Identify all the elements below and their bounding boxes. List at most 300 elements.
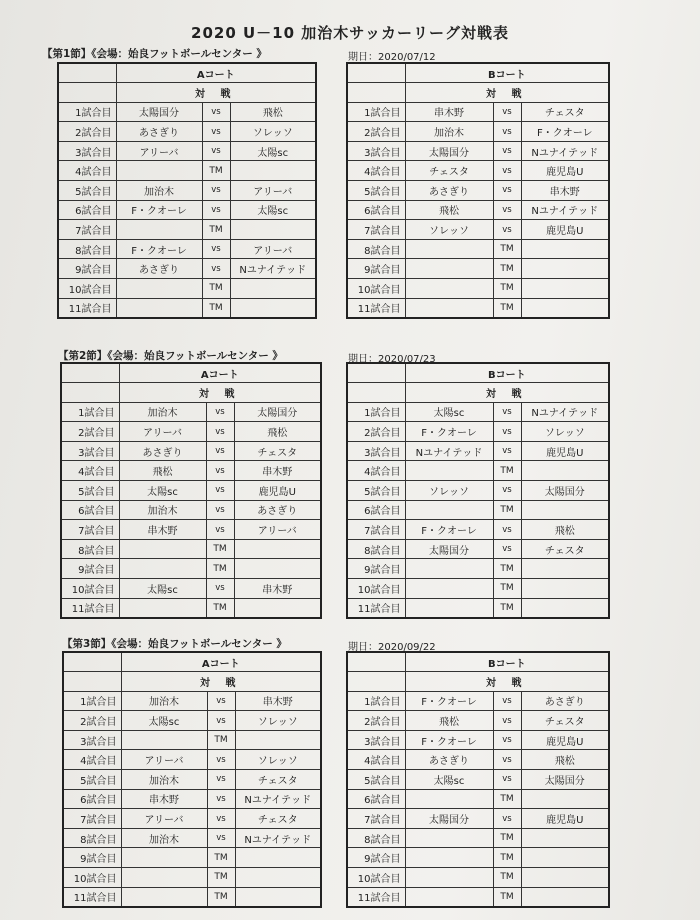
match-row bbox=[347, 141, 609, 161]
home-team: 太陽sc bbox=[405, 402, 493, 422]
match-row bbox=[347, 422, 609, 442]
match-row bbox=[347, 559, 609, 579]
versus-marker: TM bbox=[493, 848, 521, 868]
home-team: 太陽sc bbox=[405, 770, 493, 790]
match-number: 3試合目 bbox=[58, 141, 116, 161]
match-row bbox=[347, 181, 609, 201]
court-name: Aコート bbox=[116, 63, 316, 83]
away-team: 太陽国分 bbox=[234, 402, 321, 422]
home-team: アリーバ bbox=[119, 422, 206, 442]
home-team: 太陽sc bbox=[119, 481, 206, 501]
versus-marker: vs bbox=[202, 259, 230, 279]
court-header-row bbox=[347, 652, 609, 672]
home-team: アリーバ bbox=[121, 809, 207, 829]
versus-marker: TM bbox=[493, 789, 521, 809]
match-number: 2試合目 bbox=[347, 711, 405, 731]
versus-marker: vs bbox=[493, 520, 521, 540]
away-team: チェスタ bbox=[234, 441, 321, 461]
home-team bbox=[405, 868, 493, 888]
match-row bbox=[347, 161, 609, 181]
versus-marker: TM bbox=[202, 220, 230, 240]
match-number: 5試合目 bbox=[347, 770, 405, 790]
home-team: 太陽sc bbox=[121, 711, 207, 731]
match-number: 1試合目 bbox=[347, 102, 405, 122]
home-team: チェスタ bbox=[405, 161, 493, 181]
away-team bbox=[230, 161, 316, 181]
match-number: 7試合目 bbox=[58, 220, 116, 240]
away-team: 鹿児島U bbox=[521, 730, 609, 750]
away-team bbox=[235, 848, 321, 868]
match-number: 9試合目 bbox=[347, 559, 405, 579]
away-team: 串木野 bbox=[234, 461, 321, 481]
away-team: Nユナイテッド bbox=[235, 789, 321, 809]
match-number: 5試合目 bbox=[58, 181, 116, 201]
match-number: 9試合目 bbox=[63, 848, 121, 868]
match-row bbox=[347, 461, 609, 481]
match-number: 4試合目 bbox=[58, 161, 116, 181]
match-row bbox=[58, 239, 316, 259]
match-header: 対 戦 bbox=[121, 672, 321, 692]
home-team bbox=[405, 789, 493, 809]
home-team bbox=[121, 887, 207, 907]
match-row bbox=[347, 789, 609, 809]
versus-marker: vs bbox=[206, 441, 234, 461]
away-team: Nユナイテッド bbox=[235, 828, 321, 848]
match-row bbox=[63, 730, 321, 750]
versus-marker: vs bbox=[207, 809, 235, 829]
match-number: 8試合目 bbox=[347, 828, 405, 848]
away-team: アリーバ bbox=[230, 181, 316, 201]
away-team: Nユナイテッド bbox=[521, 141, 609, 161]
home-team bbox=[121, 730, 207, 750]
versus-marker: TM bbox=[207, 848, 235, 868]
match-row bbox=[347, 770, 609, 790]
court-name: Bコート bbox=[405, 63, 609, 83]
match-number: 2試合目 bbox=[347, 422, 405, 442]
away-team: 鹿児島U bbox=[521, 441, 609, 461]
match-header-blank bbox=[347, 672, 405, 692]
away-team bbox=[521, 239, 609, 259]
match-number: 11試合目 bbox=[347, 887, 405, 907]
match-number: 9試合目 bbox=[61, 559, 119, 579]
versus-marker: vs bbox=[493, 770, 521, 790]
versus-marker: vs bbox=[493, 122, 521, 142]
court-header-row bbox=[347, 63, 609, 83]
versus-marker: vs bbox=[206, 500, 234, 520]
match-number: 4試合目 bbox=[347, 461, 405, 481]
home-team bbox=[119, 539, 206, 559]
match-row bbox=[347, 259, 609, 279]
home-team bbox=[116, 298, 202, 318]
match-number: 6試合目 bbox=[63, 789, 121, 809]
versus-marker: vs bbox=[493, 181, 521, 201]
home-team: 太陽sc bbox=[119, 579, 206, 599]
match-header-row bbox=[347, 383, 609, 403]
away-team: 串木野 bbox=[234, 579, 321, 599]
home-team: ソレッソ bbox=[405, 481, 493, 501]
home-team: 加治木 bbox=[405, 122, 493, 142]
versus-marker: vs bbox=[493, 102, 521, 122]
match-row bbox=[63, 750, 321, 770]
versus-marker: TM bbox=[202, 298, 230, 318]
match-row bbox=[58, 200, 316, 220]
home-team bbox=[405, 461, 493, 481]
match-number: 6試合目 bbox=[58, 200, 116, 220]
match-row bbox=[347, 868, 609, 888]
match-row bbox=[58, 279, 316, 299]
home-team bbox=[405, 279, 493, 299]
home-team: 太陽国分 bbox=[405, 539, 493, 559]
versus-marker: TM bbox=[493, 239, 521, 259]
versus-marker: vs bbox=[202, 181, 230, 201]
away-team: アリーバ bbox=[230, 239, 316, 259]
versus-marker: TM bbox=[493, 500, 521, 520]
away-team bbox=[234, 559, 321, 579]
home-team: アリーバ bbox=[121, 750, 207, 770]
away-team bbox=[230, 279, 316, 299]
home-team bbox=[405, 259, 493, 279]
court-header-row bbox=[63, 652, 321, 672]
section-1-date: 期日：2020/07/12 bbox=[348, 52, 436, 63]
versus-marker: TM bbox=[493, 598, 521, 618]
versus-marker: vs bbox=[206, 520, 234, 540]
match-number: 10試合目 bbox=[347, 868, 405, 888]
away-team bbox=[521, 279, 609, 299]
away-team bbox=[234, 598, 321, 618]
match-row bbox=[61, 481, 321, 501]
away-team bbox=[235, 868, 321, 888]
section-3-label: 【第3節】《会場：始良フットボールセンター 》 bbox=[62, 638, 287, 650]
home-team bbox=[405, 500, 493, 520]
match-number: 6試合目 bbox=[347, 789, 405, 809]
match-number: 11試合目 bbox=[347, 598, 405, 618]
match-number: 5試合目 bbox=[61, 481, 119, 501]
match-header-row bbox=[347, 83, 609, 103]
section-1-label: 【第1節】《会場：始良フットボールセンター 》 bbox=[42, 48, 267, 60]
match-row bbox=[347, 481, 609, 501]
away-team bbox=[230, 298, 316, 318]
away-team bbox=[521, 789, 609, 809]
away-team bbox=[521, 259, 609, 279]
home-team bbox=[116, 220, 202, 240]
away-team: 飛松 bbox=[521, 750, 609, 770]
away-team bbox=[521, 461, 609, 481]
away-team bbox=[521, 868, 609, 888]
match-number: 1試合目 bbox=[58, 102, 116, 122]
versus-marker: TM bbox=[207, 887, 235, 907]
match-number: 3試合目 bbox=[61, 441, 119, 461]
court-name: Aコート bbox=[121, 652, 321, 672]
match-number: 2試合目 bbox=[61, 422, 119, 442]
away-team: 串木野 bbox=[235, 691, 321, 711]
match-header-blank bbox=[58, 83, 116, 103]
section-1-court-a-table bbox=[57, 62, 317, 319]
section-3-court-b-table bbox=[346, 651, 610, 908]
match-row bbox=[347, 887, 609, 907]
away-team: 串木野 bbox=[521, 181, 609, 201]
away-team: 太陽国分 bbox=[521, 770, 609, 790]
court-header-blank bbox=[61, 363, 119, 383]
match-row bbox=[61, 598, 321, 618]
home-team: 加治木 bbox=[119, 402, 206, 422]
home-team: 加治木 bbox=[121, 828, 207, 848]
versus-marker: TM bbox=[493, 298, 521, 318]
match-row bbox=[347, 500, 609, 520]
match-row bbox=[63, 711, 321, 731]
court-header-row bbox=[61, 363, 321, 383]
home-team bbox=[405, 239, 493, 259]
match-row bbox=[347, 711, 609, 731]
match-header-blank bbox=[347, 383, 405, 403]
versus-marker: vs bbox=[202, 200, 230, 220]
match-row bbox=[347, 402, 609, 422]
match-header-row bbox=[63, 672, 321, 692]
away-team: ソレッソ bbox=[521, 422, 609, 442]
match-number: 1試合目 bbox=[63, 691, 121, 711]
versus-marker: vs bbox=[206, 481, 234, 501]
match-number: 8試合目 bbox=[61, 539, 119, 559]
match-number: 3試合目 bbox=[347, 730, 405, 750]
match-number: 10試合目 bbox=[63, 868, 121, 888]
home-team: 太陽国分 bbox=[405, 809, 493, 829]
versus-marker: vs bbox=[493, 711, 521, 731]
match-row bbox=[61, 520, 321, 540]
home-team bbox=[405, 887, 493, 907]
versus-marker: vs bbox=[207, 750, 235, 770]
court-header-blank bbox=[347, 63, 405, 83]
away-team: Nユナイテッド bbox=[521, 402, 609, 422]
away-team bbox=[235, 887, 321, 907]
match-row bbox=[61, 500, 321, 520]
match-row bbox=[347, 200, 609, 220]
match-number: 4試合目 bbox=[63, 750, 121, 770]
match-header-blank bbox=[347, 83, 405, 103]
home-team: F・クオーレ bbox=[405, 520, 493, 540]
match-row bbox=[61, 559, 321, 579]
home-team: 太陽国分 bbox=[116, 102, 202, 122]
match-header: 対 戦 bbox=[119, 383, 321, 403]
versus-marker: vs bbox=[493, 422, 521, 442]
match-row bbox=[347, 122, 609, 142]
away-team bbox=[521, 559, 609, 579]
match-row bbox=[61, 579, 321, 599]
versus-marker: vs bbox=[207, 711, 235, 731]
match-header-row bbox=[347, 672, 609, 692]
home-team bbox=[119, 598, 206, 618]
versus-marker: TM bbox=[206, 539, 234, 559]
match-row bbox=[347, 750, 609, 770]
home-team bbox=[116, 279, 202, 299]
versus-marker: vs bbox=[493, 691, 521, 711]
versus-marker: TM bbox=[206, 598, 234, 618]
away-team: あさぎり bbox=[234, 500, 321, 520]
match-number: 1試合目 bbox=[347, 402, 405, 422]
match-number: 7試合目 bbox=[63, 809, 121, 829]
versus-marker: vs bbox=[207, 789, 235, 809]
match-row bbox=[347, 279, 609, 299]
match-number: 8試合目 bbox=[347, 239, 405, 259]
match-row bbox=[58, 141, 316, 161]
home-team bbox=[405, 559, 493, 579]
section-2-court-b-table bbox=[346, 362, 610, 619]
home-team: 加治木 bbox=[116, 181, 202, 201]
court-header-row bbox=[58, 63, 316, 83]
match-number: 8試合目 bbox=[58, 239, 116, 259]
match-header-row bbox=[61, 383, 321, 403]
match-row bbox=[61, 539, 321, 559]
home-team: あさぎり bbox=[405, 750, 493, 770]
section-2-court-a-table bbox=[60, 362, 322, 619]
match-row bbox=[347, 441, 609, 461]
home-team bbox=[405, 848, 493, 868]
home-team: 太陽国分 bbox=[405, 141, 493, 161]
away-team bbox=[521, 887, 609, 907]
versus-marker: TM bbox=[202, 161, 230, 181]
court-header-blank bbox=[347, 363, 405, 383]
section-3-date: 期日：2020/09/22 bbox=[348, 642, 436, 653]
match-number: 1試合目 bbox=[347, 691, 405, 711]
home-team: 串木野 bbox=[121, 789, 207, 809]
away-team: チェスタ bbox=[235, 770, 321, 790]
home-team: F・クオーレ bbox=[405, 422, 493, 442]
away-team: 鹿児島U bbox=[521, 161, 609, 181]
match-row bbox=[347, 239, 609, 259]
away-team: Nユナイテッド bbox=[521, 200, 609, 220]
court-header-blank bbox=[63, 652, 121, 672]
away-team: 飛松 bbox=[521, 520, 609, 540]
match-number: 9試合目 bbox=[347, 259, 405, 279]
home-team: F・クオーレ bbox=[405, 691, 493, 711]
match-number: 10試合目 bbox=[347, 279, 405, 299]
versus-marker: vs bbox=[493, 402, 521, 422]
match-number: 11試合目 bbox=[347, 298, 405, 318]
versus-marker: vs bbox=[493, 730, 521, 750]
versus-marker: TM bbox=[493, 279, 521, 299]
match-row bbox=[347, 691, 609, 711]
home-team bbox=[405, 579, 493, 599]
match-row bbox=[347, 220, 609, 240]
home-team: 加治木 bbox=[119, 500, 206, 520]
match-number: 5試合目 bbox=[347, 181, 405, 201]
away-team: アリーバ bbox=[234, 520, 321, 540]
versus-marker: vs bbox=[202, 239, 230, 259]
section-1-court-b-table bbox=[346, 62, 610, 319]
away-team: ソレッソ bbox=[235, 711, 321, 731]
home-team: 串木野 bbox=[405, 102, 493, 122]
versus-marker: TM bbox=[493, 579, 521, 599]
away-team: チェスタ bbox=[521, 539, 609, 559]
versus-marker: vs bbox=[493, 141, 521, 161]
match-row bbox=[58, 220, 316, 240]
versus-marker: vs bbox=[493, 220, 521, 240]
match-header-row bbox=[58, 83, 316, 103]
match-row bbox=[347, 102, 609, 122]
versus-marker: TM bbox=[493, 559, 521, 579]
home-team: あさぎり bbox=[116, 122, 202, 142]
versus-marker: TM bbox=[207, 868, 235, 888]
match-row bbox=[61, 441, 321, 461]
home-team bbox=[405, 298, 493, 318]
away-team: Nユナイテッド bbox=[230, 259, 316, 279]
match-number: 6試合目 bbox=[61, 500, 119, 520]
court-header-row bbox=[347, 363, 609, 383]
versus-marker: TM bbox=[493, 887, 521, 907]
section-2-date: 期日：2020/07/23 bbox=[348, 354, 436, 365]
match-row bbox=[58, 259, 316, 279]
section-3-court-a-table bbox=[62, 651, 322, 908]
away-team: 太陽sc bbox=[230, 200, 316, 220]
away-team: 鹿児島U bbox=[521, 809, 609, 829]
home-team bbox=[121, 848, 207, 868]
match-number: 9試合目 bbox=[58, 259, 116, 279]
match-number: 7試合目 bbox=[347, 520, 405, 540]
match-number: 11試合目 bbox=[63, 887, 121, 907]
away-team bbox=[234, 539, 321, 559]
home-team bbox=[405, 828, 493, 848]
away-team bbox=[521, 828, 609, 848]
versus-marker: vs bbox=[493, 750, 521, 770]
match-number: 8試合目 bbox=[347, 539, 405, 559]
court-name: Aコート bbox=[119, 363, 321, 383]
home-team: あさぎり bbox=[405, 181, 493, 201]
away-team: チェスタ bbox=[521, 711, 609, 731]
section-2-label: 【第2節】《会場：始良フットボールセンター 》 bbox=[58, 350, 283, 362]
versus-marker: vs bbox=[493, 539, 521, 559]
match-row bbox=[347, 809, 609, 829]
home-team: F・クオーレ bbox=[405, 730, 493, 750]
away-team bbox=[521, 579, 609, 599]
match-number: 10試合目 bbox=[58, 279, 116, 299]
match-number: 4試合目 bbox=[347, 161, 405, 181]
away-team bbox=[521, 298, 609, 318]
versus-marker: vs bbox=[202, 122, 230, 142]
versus-marker: TM bbox=[493, 259, 521, 279]
versus-marker: vs bbox=[493, 200, 521, 220]
match-number: 6試合目 bbox=[347, 200, 405, 220]
versus-marker: vs bbox=[207, 828, 235, 848]
match-row bbox=[63, 828, 321, 848]
home-team bbox=[405, 598, 493, 618]
match-row bbox=[63, 868, 321, 888]
court-header-blank bbox=[58, 63, 116, 83]
away-team: 鹿児島U bbox=[234, 481, 321, 501]
home-team: 串木野 bbox=[119, 520, 206, 540]
versus-marker: vs bbox=[493, 481, 521, 501]
match-row bbox=[61, 402, 321, 422]
versus-marker: TM bbox=[202, 279, 230, 299]
home-team: 飛松 bbox=[405, 711, 493, 731]
match-row bbox=[58, 298, 316, 318]
match-row bbox=[61, 461, 321, 481]
home-team: あさぎり bbox=[116, 259, 202, 279]
home-team bbox=[119, 559, 206, 579]
home-team: F・クオーレ bbox=[116, 200, 202, 220]
home-team bbox=[116, 161, 202, 181]
away-team bbox=[521, 598, 609, 618]
versus-marker: TM bbox=[207, 730, 235, 750]
match-row bbox=[63, 789, 321, 809]
match-row bbox=[63, 809, 321, 829]
versus-marker: vs bbox=[202, 102, 230, 122]
versus-marker: TM bbox=[493, 868, 521, 888]
home-team: アリーバ bbox=[116, 141, 202, 161]
versus-marker: vs bbox=[493, 809, 521, 829]
match-number: 3試合目 bbox=[347, 141, 405, 161]
match-row bbox=[63, 848, 321, 868]
match-number: 11試合目 bbox=[61, 598, 119, 618]
match-row bbox=[347, 520, 609, 540]
court-name: Bコート bbox=[405, 652, 609, 672]
